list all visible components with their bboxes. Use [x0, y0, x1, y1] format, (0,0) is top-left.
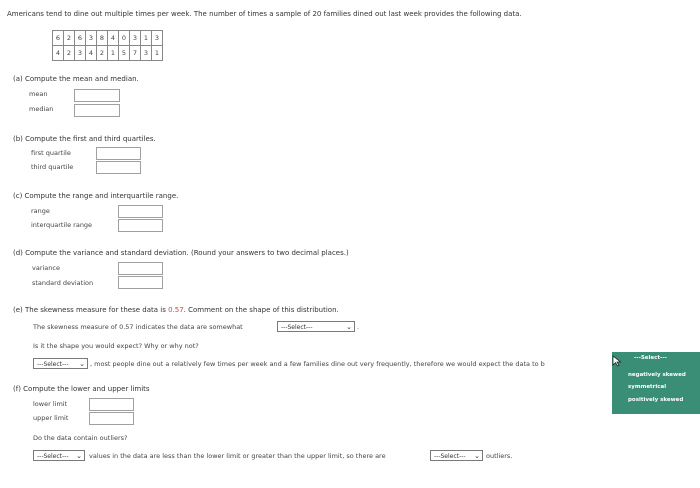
outliers-select-value: ---Select--- — [434, 453, 466, 460]
first-quartile-input[interactable] — [96, 147, 141, 160]
data-cell: 4 — [86, 46, 97, 61]
data-cell: 7 — [130, 46, 141, 61]
skewness-value: 0.57 — [168, 306, 184, 314]
option-positively-skewed[interactable]: positively skewed — [628, 397, 684, 403]
data-cell: 3 — [152, 31, 163, 46]
part-c-title: (c) Compute the range and interquartile range. — [13, 192, 179, 200]
part-b-title: (b) Compute the first and third quartiles. — [13, 135, 156, 143]
data-cell: 2 — [97, 46, 108, 61]
range-input[interactable] — [118, 205, 163, 218]
first-quartile-label: first quartile — [31, 149, 71, 157]
outliers-explanation: values in the data are less than the lower limit or greater than the upper limit, so there are — [89, 452, 386, 460]
data-cell: 2 — [64, 46, 75, 61]
outliers-question: Do the data contain outliers? — [33, 434, 128, 442]
chevron-down-icon: ⌄ — [79, 360, 85, 368]
part-f-title: (f) Compute the lower and upper limits — [13, 385, 150, 393]
chevron-down-icon: ⌄ — [474, 452, 480, 460]
sd-label: standard deviation — [32, 279, 94, 287]
dropdown-header[interactable]: ---Select--- — [634, 355, 667, 361]
mean-label: mean — [29, 90, 48, 98]
option-negatively-skewed[interactable]: negatively skewed — [628, 372, 686, 378]
chevron-down-icon: ⌄ — [76, 452, 82, 460]
median-label: median — [29, 105, 54, 113]
chevron-down-icon: ⌄ — [346, 323, 352, 331]
data-cell: 1 — [141, 31, 152, 46]
outlier-count-select-value: ---Select--- — [37, 453, 69, 460]
outliers-select[interactable] — [430, 450, 483, 461]
upper-limit-input[interactable] — [89, 412, 134, 425]
data-cell: 3 — [130, 31, 141, 46]
data-row — [53, 46, 163, 61]
third-quartile-input[interactable] — [96, 161, 141, 174]
outlier-count-select[interactable] — [33, 450, 85, 461]
lower-limit-input[interactable] — [89, 398, 134, 411]
data-cell: 2 — [64, 31, 75, 46]
problem-intro: Americans tend to dine out multiple times per week. The number of times a sample of 20 families dined out last week provides the following data. — [7, 10, 522, 18]
range-label: range — [31, 207, 50, 215]
expectation-explanation: , most people dine out a relatively few times per week and a few families dine out very frequently, therefore we would expect the data to b — [90, 360, 545, 368]
shape-select-value: ---Select--- — [281, 324, 313, 331]
mean-input[interactable] — [74, 89, 120, 102]
data-cell: 3 — [75, 46, 86, 61]
data-cell: 6 — [75, 31, 86, 46]
part-e-title-post: . Comment on the shape of this distribution. — [183, 306, 339, 314]
data-cell: 4 — [108, 31, 119, 46]
expect-select[interactable] — [33, 358, 88, 369]
part-d-title: (d) Compute the variance and standard deviation. (Round your answers to two decimal places.) — [13, 249, 349, 257]
median-input[interactable] — [74, 104, 120, 117]
data-cell: 4 — [53, 46, 64, 61]
part-e-title — [13, 307, 339, 314]
upper-limit-label: upper limit — [33, 414, 69, 422]
outliers-end: outliers. — [486, 452, 513, 460]
expect-select-value: ---Select--- — [37, 361, 69, 368]
iqr-input[interactable] — [118, 219, 163, 232]
shape-dropdown-list[interactable] — [612, 352, 700, 414]
shape-select[interactable] — [277, 321, 355, 332]
third-quartile-label: third quartile — [31, 163, 74, 171]
mouse-cursor-icon — [612, 355, 622, 367]
data-row — [53, 31, 163, 46]
lower-limit-label: lower limit — [33, 400, 68, 408]
statement-period: . — [357, 323, 360, 331]
variance-input[interactable] — [118, 262, 163, 275]
part-a-title: (a) Compute the mean and median. — [13, 75, 139, 83]
data-cell: 3 — [86, 31, 97, 46]
option-symmetrical[interactable]: symmetrical — [628, 384, 667, 390]
sd-input[interactable] — [118, 276, 163, 289]
data-cell: 1 — [152, 46, 163, 61]
skewness-statement: The skewness measure of 0.57 indicates the data are somewhat — [33, 323, 243, 331]
data-cell: 1 — [108, 46, 119, 61]
iqr-label: interquartile range — [31, 221, 93, 229]
expectation-question: Is it the shape you would expect? Why or why not? — [33, 342, 199, 350]
data-table — [52, 30, 163, 61]
data-cell: 8 — [97, 31, 108, 46]
data-cell: 0 — [119, 31, 130, 46]
data-cell: 6 — [53, 31, 64, 46]
variance-label: variance — [32, 264, 60, 272]
part-e-title-pre: (e) The skewness measure for these data is — [13, 306, 169, 314]
data-cell: 5 — [119, 46, 130, 61]
data-cell: 3 — [141, 46, 152, 61]
